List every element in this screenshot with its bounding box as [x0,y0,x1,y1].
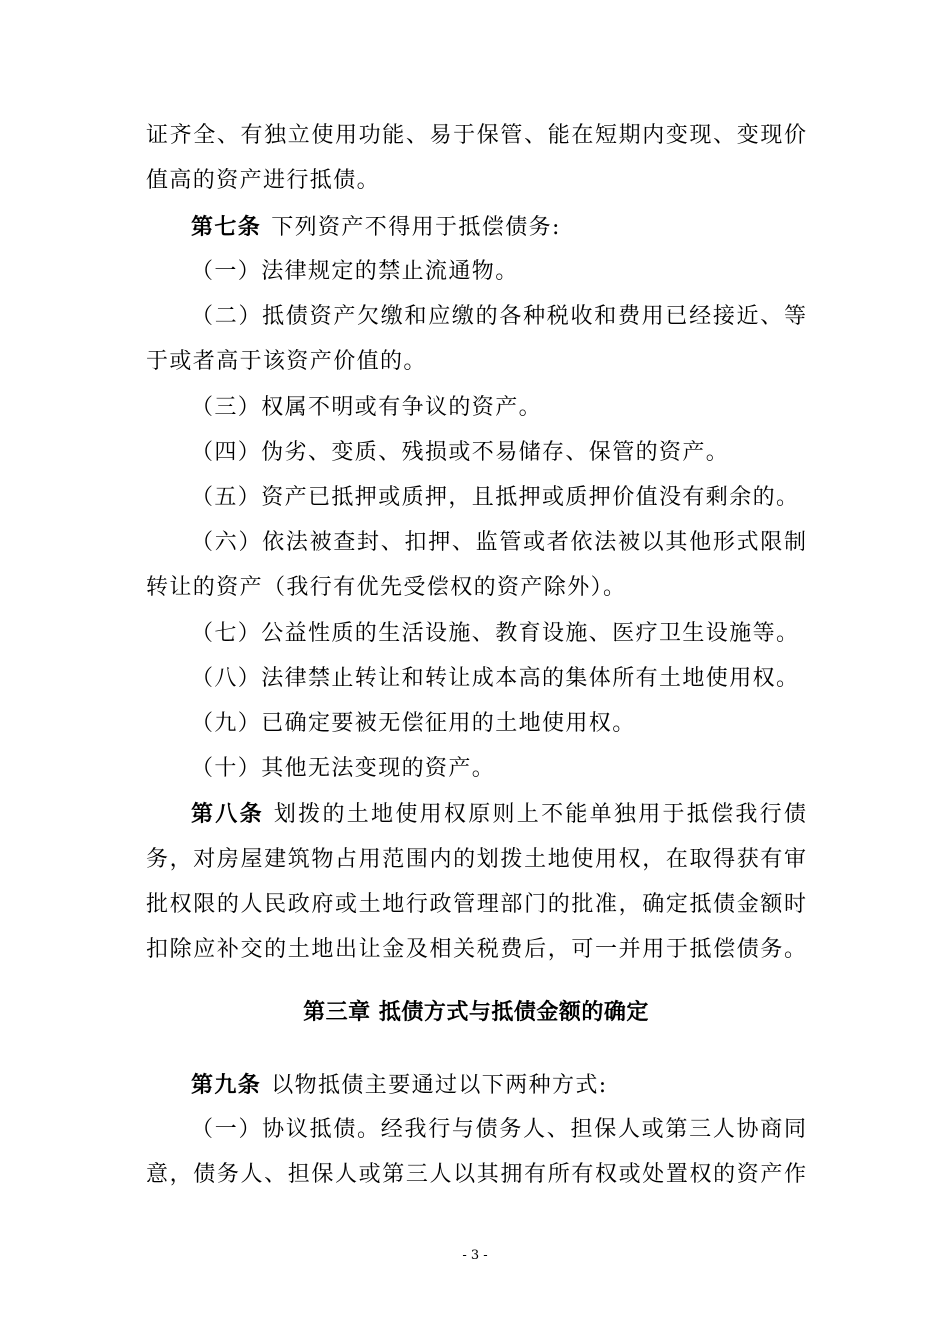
list-item: （八）法律禁止转让和转让成本高的集体所有土地使用权。 [191,666,800,691]
list-item: （四）伪劣、变质、残损或不易储存、保管的资产。 [191,440,730,465]
article-label: 第七条 [191,214,262,240]
page-number: - 3 - [462,1248,488,1263]
list-item: （一）法律规定的禁止流通物。 [191,259,519,284]
article-text: 划拨的土地使用权原则上不能单独用于抵偿我行债 [273,802,806,827]
chapter-heading: 第三章 抵债方式与抵债金额的确定 [303,999,649,1025]
paragraph-line: 值高的资产进行抵债。 [146,168,381,193]
article-7 [191,212,806,242]
article-8 [191,799,806,829]
article-label: 第九条 [191,1072,262,1098]
paragraph-line: 扣除应补交的土地出让金及相关税费后，可一并用于抵偿债务。 [146,937,806,962]
list-item: （一）协议抵债。经我行与债务人、担保人或第三人协商同 [191,1117,806,1142]
paragraph-line: 批权限的人民政府或土地行政管理部门的批准，确定抵债金额时 [146,892,806,917]
article-text: 下列资产不得用于抵偿债务: [271,215,561,240]
list-item: （三）权属不明或有争议的资产。 [191,395,543,420]
article-label: 第八条 [191,801,264,827]
list-item: （十）其他无法变现的资产。 [191,756,496,781]
list-item: （六）依法被查封、扣押、监管或者依法被以其他形式限制 [191,530,806,555]
article-text: 以物抵债主要通过以下两种方式: [271,1073,608,1098]
list-item-continuation: 转让的资产（我行有优先受偿权的资产除外）。 [146,575,627,600]
paragraph-line: 证齐全、有独立使用功能、易于保管、能在短期内变现、变现价 [146,123,806,148]
list-item-continuation: 意，债务人、担保人或第三人以其拥有所有权或处置权的资产作 [146,1162,806,1187]
list-item-continuation: 于或者高于该资产价值的。 [146,349,427,374]
list-item: （五）资产已抵押或质押，且抵押或质押价值没有剩余的。 [191,485,800,510]
list-item: （二）抵债资产欠缴和应缴的各种税收和费用已经接近、等 [191,304,806,329]
list-item: （九）已确定要被无偿征用的土地使用权。 [191,711,636,736]
article-9 [191,1070,806,1100]
list-item: （七）公益性质的生活设施、教育设施、医疗卫生设施等。 [191,621,800,646]
paragraph-line: 务，对房屋建筑物占用范围内的划拨土地使用权，在取得获有审 [146,847,806,872]
